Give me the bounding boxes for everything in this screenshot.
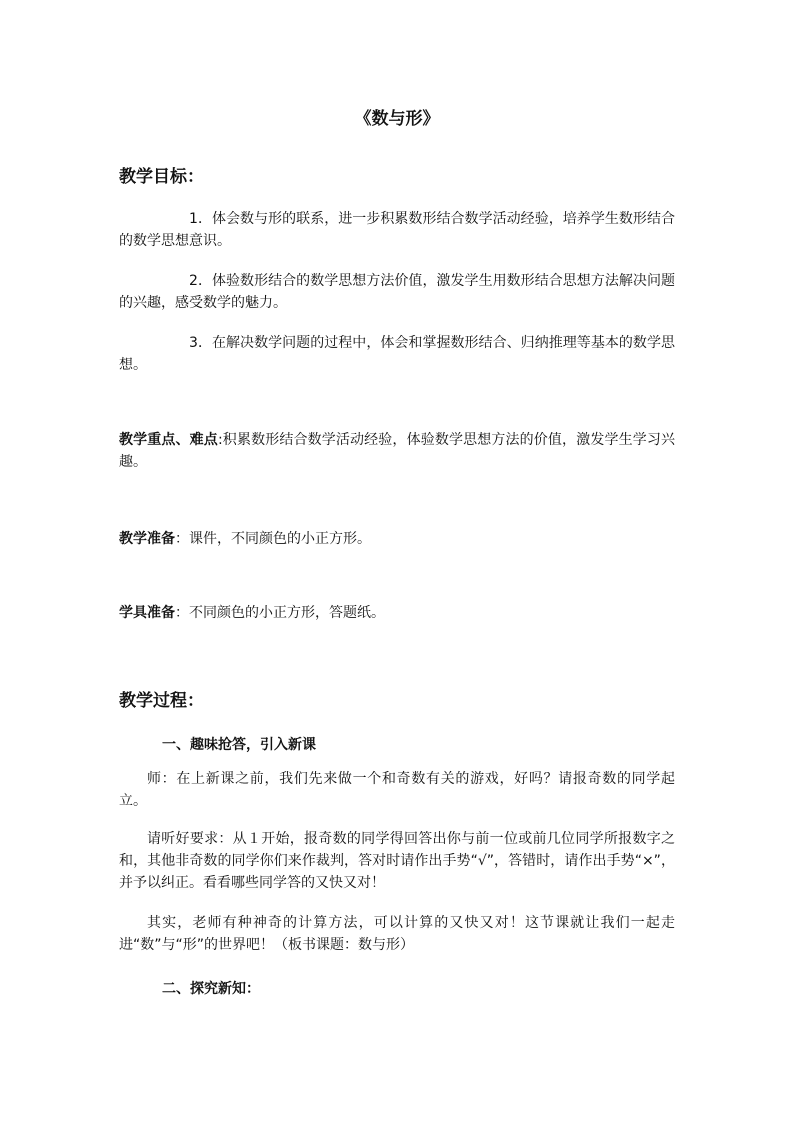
- prep-label: 教学准备: [119, 531, 175, 547]
- page-title: 《数与形》: [354, 109, 440, 129]
- tools-text: ：不同颜色的小正方形，答题纸。: [175, 605, 385, 621]
- tools-paragraph: [119, 602, 675, 624]
- goal-item-3: 3．在解决数学问题的过程中，体会和掌握数形结合、归纳推理等基本的数学思想。: [119, 335, 675, 373]
- key-points-paragraph: [119, 429, 675, 473]
- paragraph-1: 师：在上新课之前，我们先来做一个和奇数有关的游戏，好吗？请报奇数的同学起立。: [119, 771, 675, 809]
- section-1-heading: 一、趣味抢答，引入新课: [162, 737, 316, 753]
- section-2-heading: 二、探究新知：: [162, 981, 260, 997]
- prep-text: ：课件，不同颜色的小正方形。: [175, 531, 371, 547]
- key-points-text: :积累数形结合数学活动经验，体验数学思想方法的价值，激发学生学习兴趣。: [119, 432, 676, 470]
- goal-item-2: 2．体验数形结合的数学思想方法价值，激发学生用数形结合思想方法解决问题的兴趣，感受数学的魅力。: [119, 273, 675, 311]
- process-heading: 教学过程：: [119, 691, 204, 711]
- paragraph-2: 请听好要求：从１开始，报奇数的同学得回答出你与前一位或前几位同学所报数字之和，其他非奇数的同学你们来作裁判，答对时请作出手势“√”，答错时，请作出手势“×”，并予以纠正。看看哪些同学答的又快又对！: [119, 831, 675, 891]
- goals-heading: 教学目标：: [119, 167, 204, 187]
- key-points-label: 教学重点、难点: [119, 432, 218, 448]
- tools-label: 学具准备: [119, 605, 175, 621]
- paragraph-3: 其实，老师有种神奇的计算方法，可以计算的又快又对！这节课就让我们一起走进“数”与“形”的世界吧！（板书课题：数与形）: [119, 915, 675, 953]
- prep-paragraph: [119, 528, 675, 550]
- goal-item-1: 1．体会数与形的联系，进一步积累数形结合数学活动经验，培养学生数形结合的数学思想意识。: [119, 211, 675, 249]
